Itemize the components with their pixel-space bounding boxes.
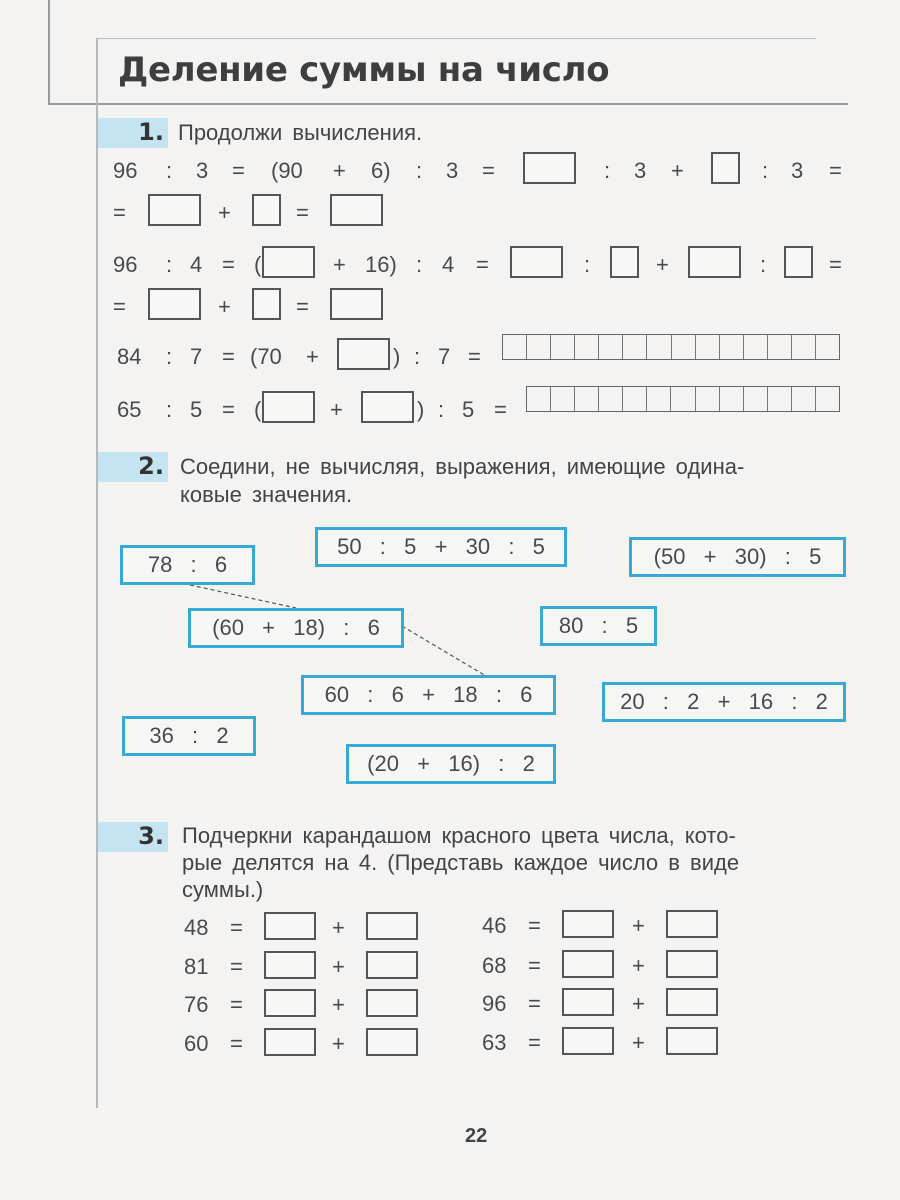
operator: : xyxy=(166,158,173,183)
number: 5 xyxy=(190,397,203,422)
expression-card[interactable]: 78 : 6 xyxy=(120,545,255,585)
answer-box[interactable] xyxy=(366,912,418,940)
operator: = xyxy=(296,294,309,319)
operator: = xyxy=(829,252,842,277)
number: 84 xyxy=(117,344,142,369)
operator: : xyxy=(584,252,591,277)
answer-box[interactable] xyxy=(666,950,718,978)
operator: + xyxy=(218,200,231,225)
operator: + xyxy=(306,344,319,369)
operator: = xyxy=(222,397,235,422)
number: 60 xyxy=(184,1031,209,1056)
connector-line xyxy=(402,626,486,676)
operator: = xyxy=(528,913,541,938)
answer-box[interactable] xyxy=(666,910,718,938)
operator: + xyxy=(218,294,231,319)
expression-card[interactable]: 36 : 2 xyxy=(122,716,256,756)
operator: + xyxy=(332,915,345,940)
expression-card[interactable]: 50 : 5 + 30 : 5 xyxy=(315,527,567,567)
operator: = xyxy=(829,158,842,183)
operator: = xyxy=(494,397,507,422)
expression-card[interactable]: 60 : 6 + 18 : 6 xyxy=(301,675,556,715)
answer-box[interactable] xyxy=(264,989,316,1017)
operator: + xyxy=(333,252,346,277)
expression-card[interactable]: 80 : 5 xyxy=(540,606,657,646)
operator: = xyxy=(528,991,541,1016)
operator: = xyxy=(230,915,243,940)
operator: = xyxy=(230,992,243,1017)
operator: : xyxy=(604,158,611,183)
answer-box[interactable] xyxy=(264,1028,316,1056)
answer-box[interactable] xyxy=(562,950,614,978)
operator: = xyxy=(222,252,235,277)
answer-box[interactable] xyxy=(366,951,418,979)
number: (90 xyxy=(271,158,303,183)
operator: = xyxy=(232,158,245,183)
expression-card[interactable]: (50 + 30) : 5 xyxy=(629,537,846,577)
operator: + xyxy=(330,397,343,422)
page-number: 22 xyxy=(465,1125,488,1147)
operator: = xyxy=(222,344,235,369)
operator: + xyxy=(332,992,345,1017)
number: 96 xyxy=(113,158,138,183)
answer-box[interactable] xyxy=(666,1027,718,1055)
operator: : xyxy=(762,158,769,183)
operator: = xyxy=(528,953,541,978)
operator: = xyxy=(482,158,495,183)
operator: = xyxy=(476,252,489,277)
operator: : xyxy=(416,158,423,183)
operator: + xyxy=(333,158,346,183)
answer-box[interactable] xyxy=(666,988,718,1016)
answer-box[interactable] xyxy=(366,989,418,1017)
task-number: 1. xyxy=(138,118,164,146)
number: (70 xyxy=(250,344,282,369)
number: 96 xyxy=(482,991,507,1016)
number: 3 xyxy=(196,158,209,183)
task-instruction: рые делятся на 4. (Представь каждое число в виде xyxy=(182,850,740,875)
number: 7 xyxy=(190,344,203,369)
operator: + xyxy=(632,1030,645,1055)
operator: : xyxy=(414,344,421,369)
connector-line xyxy=(190,585,296,608)
operator: = xyxy=(230,1031,243,1056)
answer-box[interactable] xyxy=(562,988,614,1016)
answer-box[interactable] xyxy=(264,951,316,979)
task-number: 3. xyxy=(138,822,164,850)
answer-box[interactable] xyxy=(264,912,316,940)
operator: ( xyxy=(254,252,262,277)
task-instruction: суммы.) xyxy=(182,877,264,902)
task-number-badge xyxy=(98,822,168,852)
operator: : xyxy=(416,252,423,277)
task-instruction: Соедини, не вычисляя, выражения, имеющие одина- xyxy=(180,454,745,479)
answer-box[interactable] xyxy=(562,1027,614,1055)
operator: = xyxy=(296,200,309,225)
answer-box[interactable] xyxy=(366,1028,418,1056)
operator: ( xyxy=(254,397,262,422)
operator: : xyxy=(760,252,767,277)
number: 65 xyxy=(117,397,142,422)
operator: : xyxy=(166,252,173,277)
operator: + xyxy=(671,158,684,183)
number: 5 xyxy=(462,397,475,422)
expression-card[interactable]: (20 + 16) : 2 xyxy=(346,744,556,784)
operator: + xyxy=(332,1031,345,1056)
task-instruction: Подчеркни карандашом красного цвета числа, кото- xyxy=(182,823,736,848)
expression-card[interactable]: 20 : 2 + 16 : 2 xyxy=(602,682,846,722)
operator: + xyxy=(656,252,669,277)
number: 46 xyxy=(482,913,507,938)
number: 4 xyxy=(190,252,203,277)
task-number: 2. xyxy=(138,452,164,480)
operator: = xyxy=(528,1030,541,1055)
answer-box[interactable] xyxy=(562,910,614,938)
number: 48 xyxy=(184,915,209,940)
operator: = xyxy=(230,954,243,979)
number: 6) xyxy=(371,158,391,183)
number: 7 xyxy=(438,344,451,369)
expression-card[interactable]: (60 + 18) : 6 xyxy=(188,608,404,648)
operator: = xyxy=(113,294,126,319)
operator: + xyxy=(632,953,645,978)
number: 81 xyxy=(184,954,209,979)
number: 63 xyxy=(482,1030,507,1055)
page-title: Деление суммы на число xyxy=(118,50,610,90)
number: 3 xyxy=(634,158,647,183)
number: 76 xyxy=(184,992,209,1017)
operator: : xyxy=(166,397,173,422)
operator: = xyxy=(468,344,481,369)
operator: ) xyxy=(393,344,401,369)
task-instruction: ковые значения. xyxy=(180,482,353,507)
number: 3 xyxy=(446,158,459,183)
operator: + xyxy=(632,991,645,1016)
operator: + xyxy=(332,954,345,979)
operator: : xyxy=(166,344,173,369)
operator: + xyxy=(632,913,645,938)
operator: : xyxy=(438,397,445,422)
number: 4 xyxy=(442,252,455,277)
task-instruction: Продолжи вычисления. xyxy=(178,120,423,145)
operator: ) xyxy=(417,397,425,422)
number: 3 xyxy=(791,158,804,183)
number: 16) xyxy=(365,252,397,277)
number: 96 xyxy=(113,252,138,277)
operator: = xyxy=(113,200,126,225)
number: 68 xyxy=(482,953,507,978)
